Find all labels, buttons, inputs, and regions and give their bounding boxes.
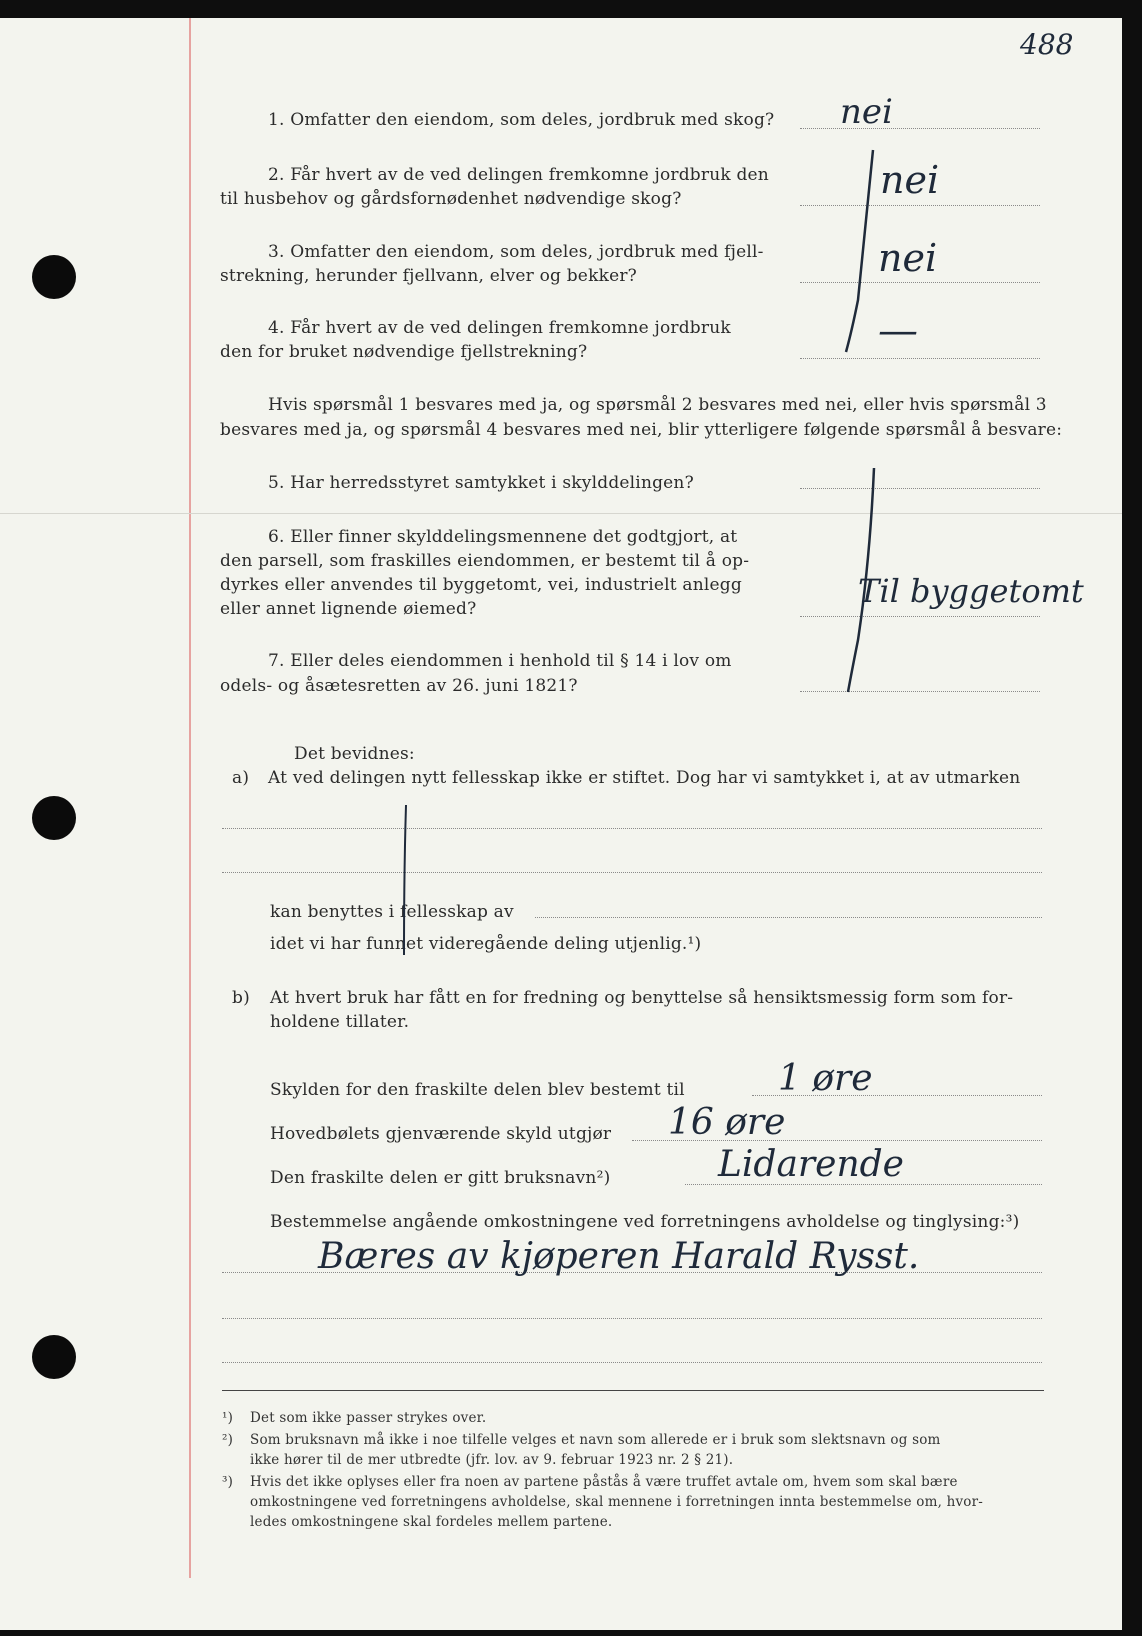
footnote-2-line-2: ikke hører til de mer utbredte (jfr. lov. av 9. februar 1923 nr. 2 § 21). [250, 1452, 734, 1468]
footnote-2-mark: ²) [222, 1432, 234, 1448]
skyld-value-2: 16 øre [668, 1102, 786, 1143]
question-4-line-2: den for bruket nødvendige fjellstrekning? [220, 342, 588, 362]
skyld-line-4: Bestemmelse angående omkostningene ved forretningens avholdelse og tinglysing:³) [270, 1212, 1020, 1232]
strike-stroke [404, 805, 406, 955]
footnote-3-line-1: Hvis det ikke oplyses eller fra noen av partene påstås å være truffet avtale om, hvem som skal bære [250, 1474, 958, 1490]
section-a-line-4: idet vi har funnet videregående deling utjenlig.¹) [270, 934, 702, 954]
skyld-line-1: Skylden for den fraskilte delen blev bestemt til [270, 1080, 685, 1100]
question-6-line-2: den parsell, som fraskilles eiendommen, er bestemt til å op- [220, 551, 750, 571]
answer-bracket-stroke [848, 468, 874, 692]
bevidnes-heading: Det bevidnes: [294, 744, 415, 764]
question-3-line-1: 3. Omfatter den eiendom, som deles, jordbruk med fjell- [268, 242, 764, 262]
question-3-line-2: strekning, herunder fjellvann, elver og bekker? [220, 266, 637, 286]
question-6-line-1: 6. Eller finner skylddelingsmennene det godtgjort, at [268, 527, 738, 547]
condition-line-1: Hvis spørsmål 1 besvares med ja, og spørsmål 2 besvares med nei, eller hvis spørsmål 3 [268, 395, 1047, 415]
section-b-line-2: holdene tillater. [270, 1012, 410, 1032]
section-a-label: a) [232, 768, 250, 788]
footnote-1-mark: ¹) [222, 1410, 234, 1426]
footnote-2-line-1: Som bruksnavn må ikke i noe tilfelle velges et navn som allerede er i bruk som slektsnavn og som [250, 1432, 941, 1448]
question-5: 5. Har herredsstyret samtykket i skylddelingen? [268, 473, 694, 493]
question-4-line-1: 4. Får hvert av de ved delingen fremkomne jordbruk [268, 318, 731, 338]
footnote-3-line-3: ledes omkostningene skal fordeles mellem partene. [250, 1514, 613, 1530]
question-6-line-4: eller annet lignende øiemed? [220, 599, 477, 619]
skyld-value-3: Lidarende [718, 1144, 904, 1185]
question-2-line-2: til husbehov og gårdsfornødenhet nødvendige skog? [220, 189, 682, 209]
answer-bracket-stroke [846, 150, 873, 352]
answer-2: nei [880, 158, 940, 202]
question-2-line-1: 2. Får hvert av de ved delingen fremkomne jordbruk den [268, 165, 769, 185]
footnote-3-mark: ³) [222, 1474, 234, 1490]
footnote-1-line-1: Det som ikke passer strykes over. [250, 1410, 487, 1426]
question-1: 1. Omfatter den eiendom, som deles, jordbruk med skog? [268, 110, 775, 130]
answer-3: nei [878, 236, 938, 280]
question-7-line-2: odels- og åsætesretten av 26. juni 1821? [220, 676, 578, 696]
section-b-line-1: At hvert bruk har fått en for fredning og benyttelse så hensiktsmessig form som for- [270, 988, 1014, 1008]
section-a-text: At ved delingen nytt fellesskap ikke er stiftet. Dog har vi samtykket i, at av utmarken [268, 768, 1021, 788]
answer-1: nei [840, 92, 893, 132]
answer-6: Til byggetomt [858, 572, 1084, 610]
skyld-line-3: Den fraskilte delen er gitt bruksnavn²) [270, 1168, 611, 1188]
section-a-line-3: kan benyttes i fellesskap av [270, 902, 514, 922]
condition-line-2: besvares med ja, og spørsmål 4 besvares med nei, blir ytterligere følgende spørsmål å besvare: [220, 420, 1063, 440]
answer-4: — [878, 308, 918, 354]
skyld-value-1: 1 øre [778, 1058, 873, 1099]
skyld-value-4: Bæres av kjøperen Harald Rysst. [318, 1236, 920, 1277]
question-7-line-1: 7. Eller deles eiendommen i henhold til § 14 i lov om [268, 651, 732, 671]
footnote-3-line-2: omkostningene ved forretningens avholdelse, skal mennene i forretningen innta bestemmelse om, hvor- [250, 1494, 984, 1510]
question-6-line-3: dyrkes eller anvendes til byggetomt, vei, industrielt anlegg [220, 575, 742, 595]
skyld-line-2: Hovedbølets gjenværende skyld utgjør [270, 1124, 612, 1144]
section-b-label: b) [232, 988, 250, 1008]
page-number: 488 [1020, 28, 1074, 61]
